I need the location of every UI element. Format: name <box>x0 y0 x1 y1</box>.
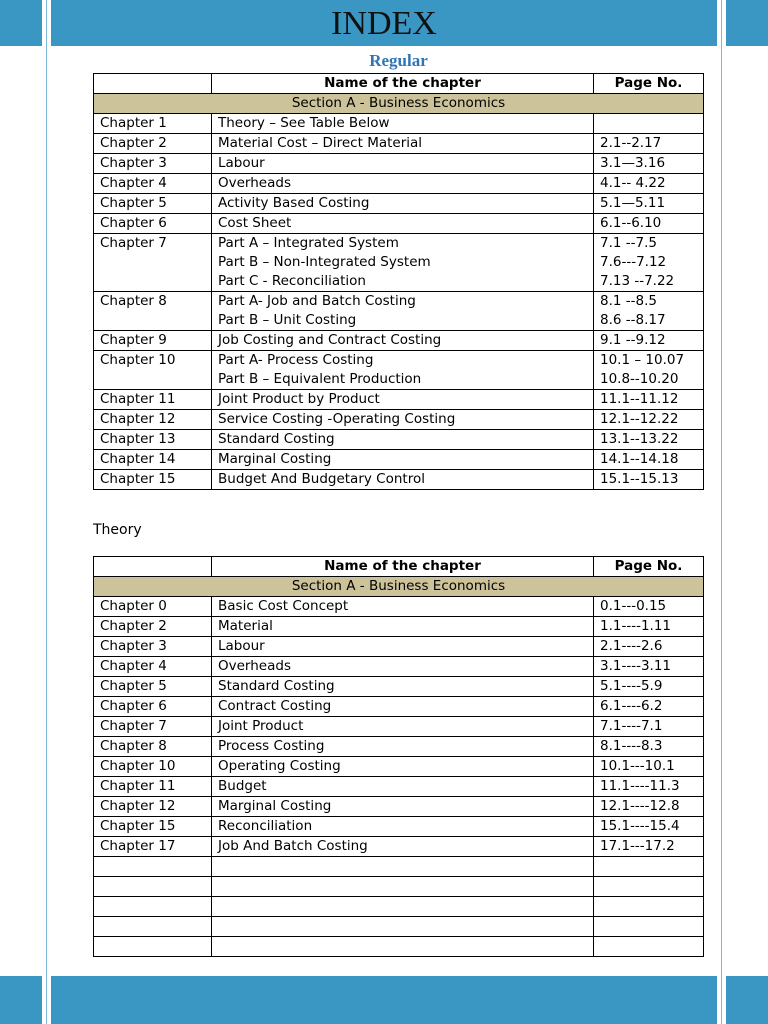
chapter-cell: Chapter 15 <box>94 470 212 490</box>
chapter-name-cell <box>212 470 594 490</box>
table-row <box>94 331 704 351</box>
page-cell <box>594 897 704 917</box>
chapter-cell <box>94 937 212 957</box>
header-band-right <box>726 0 768 46</box>
chapter-name: Marginal Costing <box>218 451 332 467</box>
table-row <box>94 697 704 717</box>
chapter-name-cell <box>212 351 594 390</box>
table-row <box>94 292 704 331</box>
table-row <box>94 194 704 214</box>
chapter-cell: Chapter 15 <box>94 817 212 837</box>
chapter-name-cell <box>212 917 594 937</box>
table-row <box>94 617 704 637</box>
chapter-name-cell <box>212 234 594 292</box>
regular-heading: Regular <box>369 51 428 70</box>
chapter-cell: Chapter 8 <box>94 292 212 331</box>
chapter-name: Overheads <box>218 175 291 191</box>
table-row <box>94 757 704 777</box>
table-row <box>94 937 704 957</box>
table-row <box>94 351 704 390</box>
page-cell <box>594 917 704 937</box>
chapter-name: Part B – Unit Costing <box>218 312 357 328</box>
chapter-name-cell <box>212 877 594 897</box>
page-range: 11.1--11.12 <box>600 391 679 407</box>
page-cell <box>594 331 704 351</box>
chapter-name: Part B – Non-Integrated System <box>218 254 431 270</box>
table-header-row <box>94 557 704 577</box>
chapter-name: Standard Costing <box>218 431 335 447</box>
page-range: 6.1--6.10 <box>600 215 662 231</box>
page-cell <box>594 450 704 470</box>
chapter-cell: Chapter 2 <box>94 134 212 154</box>
table-row <box>94 717 704 737</box>
chapter-name-cell <box>212 937 594 957</box>
chapter-cell: Chapter 1 <box>94 114 212 134</box>
chapter-name: Part A- Job and Batch Costing <box>218 293 416 309</box>
table-row <box>94 657 704 677</box>
table-row <box>94 154 704 174</box>
page-cell: 17.1---17.2 <box>594 837 704 857</box>
table-row <box>94 837 704 857</box>
page-cell <box>594 292 704 331</box>
table-row <box>94 234 704 292</box>
footer-band-right <box>726 976 768 1024</box>
chapter-cell: Chapter 9 <box>94 331 212 351</box>
table-row <box>94 430 704 450</box>
table-row <box>94 174 704 194</box>
regular-index-table <box>93 73 704 490</box>
page-range: 7.1 --7.5 <box>600 235 657 251</box>
page-cell: 3.1----3.11 <box>594 657 704 677</box>
chapter-cell <box>94 897 212 917</box>
table-row <box>94 450 704 470</box>
page-cell <box>594 114 704 134</box>
chapter-cell <box>94 877 212 897</box>
page-range: 15.1--15.13 <box>600 471 679 487</box>
chapter-name-cell <box>212 134 594 154</box>
page-range: 3.1—3.16 <box>600 155 666 171</box>
section-label: Section A - Business Economics <box>94 94 704 114</box>
header-chapter-cell <box>94 557 212 577</box>
page-range: 13.1--13.22 <box>600 431 679 447</box>
chapter-name-cell: Joint Product <box>212 717 594 737</box>
chapter-cell: Chapter 5 <box>94 677 212 697</box>
page-cell <box>594 390 704 410</box>
chapter-name-cell <box>212 292 594 331</box>
page-range: 10.8--10.20 <box>600 371 679 387</box>
chapter-cell: Chapter 14 <box>94 450 212 470</box>
page-cell: 0.1---0.15 <box>594 597 704 617</box>
header-page-cell: Page No. <box>594 557 704 577</box>
footer-band-left <box>0 976 42 1024</box>
page-range: 14.1--14.18 <box>600 451 679 467</box>
page-cell <box>594 857 704 877</box>
chapter-name-cell <box>212 194 594 214</box>
chapter-name-cell: Contract Costing <box>212 697 594 717</box>
table-row <box>94 470 704 490</box>
chapter-name-cell: Material <box>212 617 594 637</box>
chapter-cell: Chapter 3 <box>94 637 212 657</box>
header-name-cell: Name of the chapter <box>212 74 594 94</box>
page-range <box>600 114 697 133</box>
chapter-cell: Chapter 2 <box>94 617 212 637</box>
page-cell: 5.1----5.9 <box>594 677 704 697</box>
chapter-cell: Chapter 0 <box>94 597 212 617</box>
page-range: 7.13 --7.22 <box>600 273 675 289</box>
chapter-name: Part B – Equivalent Production <box>218 371 422 387</box>
table-row <box>94 797 704 817</box>
chapter-name-cell <box>212 897 594 917</box>
page-cell <box>594 194 704 214</box>
table-row <box>94 897 704 917</box>
chapter-cell <box>94 857 212 877</box>
page-range: 5.1—5.11 <box>600 195 666 211</box>
page-range: 7.6---7.12 <box>600 254 667 270</box>
page-cell: 15.1----15.4 <box>594 817 704 837</box>
chapter-name-cell: Process Costing <box>212 737 594 757</box>
table-row <box>94 134 704 154</box>
section-label: Section A - Business Economics <box>94 577 704 597</box>
chapter-name-cell: Marginal Costing <box>212 797 594 817</box>
theory-index-table <box>93 556 704 957</box>
page-cell <box>594 214 704 234</box>
table-row <box>94 857 704 877</box>
chapter-name-cell: Basic Cost Concept <box>212 597 594 617</box>
page-cell <box>594 351 704 390</box>
chapter-cell: Chapter 17 <box>94 837 212 857</box>
page-cell <box>594 470 704 490</box>
page-range: 4.1-- 4.22 <box>600 175 666 191</box>
chapter-name: Joint Product by Product <box>218 391 380 407</box>
table-row <box>94 410 704 430</box>
chapter-name: Part C - Reconciliation <box>218 273 366 289</box>
chapter-cell: Chapter 4 <box>94 174 212 194</box>
chapter-name: Labour <box>218 155 265 171</box>
footer-band <box>51 976 717 1024</box>
table-row <box>94 637 704 657</box>
page-cell <box>594 134 704 154</box>
page-cell <box>594 410 704 430</box>
chapter-name-cell <box>212 857 594 877</box>
chapter-name-cell <box>212 331 594 351</box>
chapter-cell: Chapter 13 <box>94 430 212 450</box>
table-header-row <box>94 74 704 94</box>
header-chapter-cell <box>94 74 212 94</box>
chapter-name-cell: Job And Batch Costing <box>212 837 594 857</box>
page-range: 8.6 --8.17 <box>600 312 666 328</box>
chapter-cell: Chapter 6 <box>94 697 212 717</box>
chapter-name: Budget And Budgetary Control <box>218 471 425 487</box>
page-cell: 6.1----6.2 <box>594 697 704 717</box>
chapter-name-cell: Reconciliation <box>212 817 594 837</box>
chapter-name: Theory – See Table Below <box>218 115 390 131</box>
page-cell: 2.1----2.6 <box>594 637 704 657</box>
section-row <box>94 577 704 597</box>
chapter-cell: Chapter 7 <box>94 234 212 292</box>
header-band-left <box>0 0 42 46</box>
chapter-name: Service Costing -Operating Costing <box>218 411 456 427</box>
chapter-name-cell <box>212 450 594 470</box>
chapter-cell: Chapter 5 <box>94 194 212 214</box>
chapter-cell: Chapter 3 <box>94 154 212 174</box>
chapter-cell: Chapter 12 <box>94 797 212 817</box>
chapter-cell: Chapter 11 <box>94 390 212 410</box>
section-row <box>94 94 704 114</box>
chapter-name-cell: Standard Costing <box>212 677 594 697</box>
header-page-cell: Page No. <box>594 74 704 94</box>
chapter-cell: Chapter 10 <box>94 351 212 390</box>
page-cell <box>594 154 704 174</box>
page-title: INDEX <box>331 5 437 42</box>
chapter-cell: Chapter 12 <box>94 410 212 430</box>
chapter-cell: Chapter 7 <box>94 717 212 737</box>
page-cell: 7.1----7.1 <box>594 717 704 737</box>
page-range: 9.1 --9.12 <box>600 332 666 348</box>
header-name-cell: Name of the chapter <box>212 557 594 577</box>
left-border-line <box>46 0 47 1024</box>
chapter-name-cell: Overheads <box>212 657 594 677</box>
page-range: 2.1--2.17 <box>600 135 662 151</box>
table-row <box>94 390 704 410</box>
chapter-cell: Chapter 8 <box>94 737 212 757</box>
chapter-cell <box>94 917 212 937</box>
chapter-name: Part A – Integrated System <box>218 235 399 251</box>
chapter-cell: Chapter 4 <box>94 657 212 677</box>
chapter-name: Job Costing and Contract Costing <box>218 332 442 348</box>
chapter-name: Activity Based Costing <box>218 195 370 211</box>
chapter-name-cell: Budget <box>212 777 594 797</box>
chapter-cell: Chapter 6 <box>94 214 212 234</box>
chapter-cell: Chapter 10 <box>94 757 212 777</box>
table-row <box>94 597 704 617</box>
page-cell: 10.1---10.1 <box>594 757 704 777</box>
page-cell <box>594 234 704 292</box>
page-cell <box>594 937 704 957</box>
chapter-name-cell <box>212 154 594 174</box>
page-range: 12.1--12.22 <box>600 411 679 427</box>
chapter-name: Cost Sheet <box>218 215 292 231</box>
right-border-line <box>721 0 722 1024</box>
page-cell <box>594 430 704 450</box>
chapter-name-cell <box>212 430 594 450</box>
page-cell: 1.1----1.11 <box>594 617 704 637</box>
chapter-name-cell <box>212 174 594 194</box>
chapter-name-cell <box>212 390 594 410</box>
table-row <box>94 877 704 897</box>
page-cell: 8.1----8.3 <box>594 737 704 757</box>
table-row <box>94 817 704 837</box>
table-row <box>94 917 704 937</box>
chapter-name: Material Cost – Direct Material <box>218 135 423 151</box>
page-cell: 12.1----12.8 <box>594 797 704 817</box>
table-row <box>94 737 704 757</box>
page-cell <box>594 877 704 897</box>
table-row <box>94 677 704 697</box>
chapter-name-cell: Operating Costing <box>212 757 594 777</box>
chapter-name-cell <box>212 114 594 134</box>
theory-heading: Theory <box>93 522 142 538</box>
page-cell <box>594 174 704 194</box>
page-range: 8.1 --8.5 <box>600 293 657 309</box>
chapter-cell: Chapter 11 <box>94 777 212 797</box>
chapter-name: Part A- Process Costing <box>218 352 374 368</box>
table-row <box>94 214 704 234</box>
table-row <box>94 114 704 134</box>
page-cell: 11.1----11.3 <box>594 777 704 797</box>
chapter-name-cell <box>212 214 594 234</box>
chapter-name-cell: Labour <box>212 637 594 657</box>
page-range: 10.1 – 10.07 <box>600 352 685 368</box>
chapter-name-cell <box>212 410 594 430</box>
table-row <box>94 777 704 797</box>
